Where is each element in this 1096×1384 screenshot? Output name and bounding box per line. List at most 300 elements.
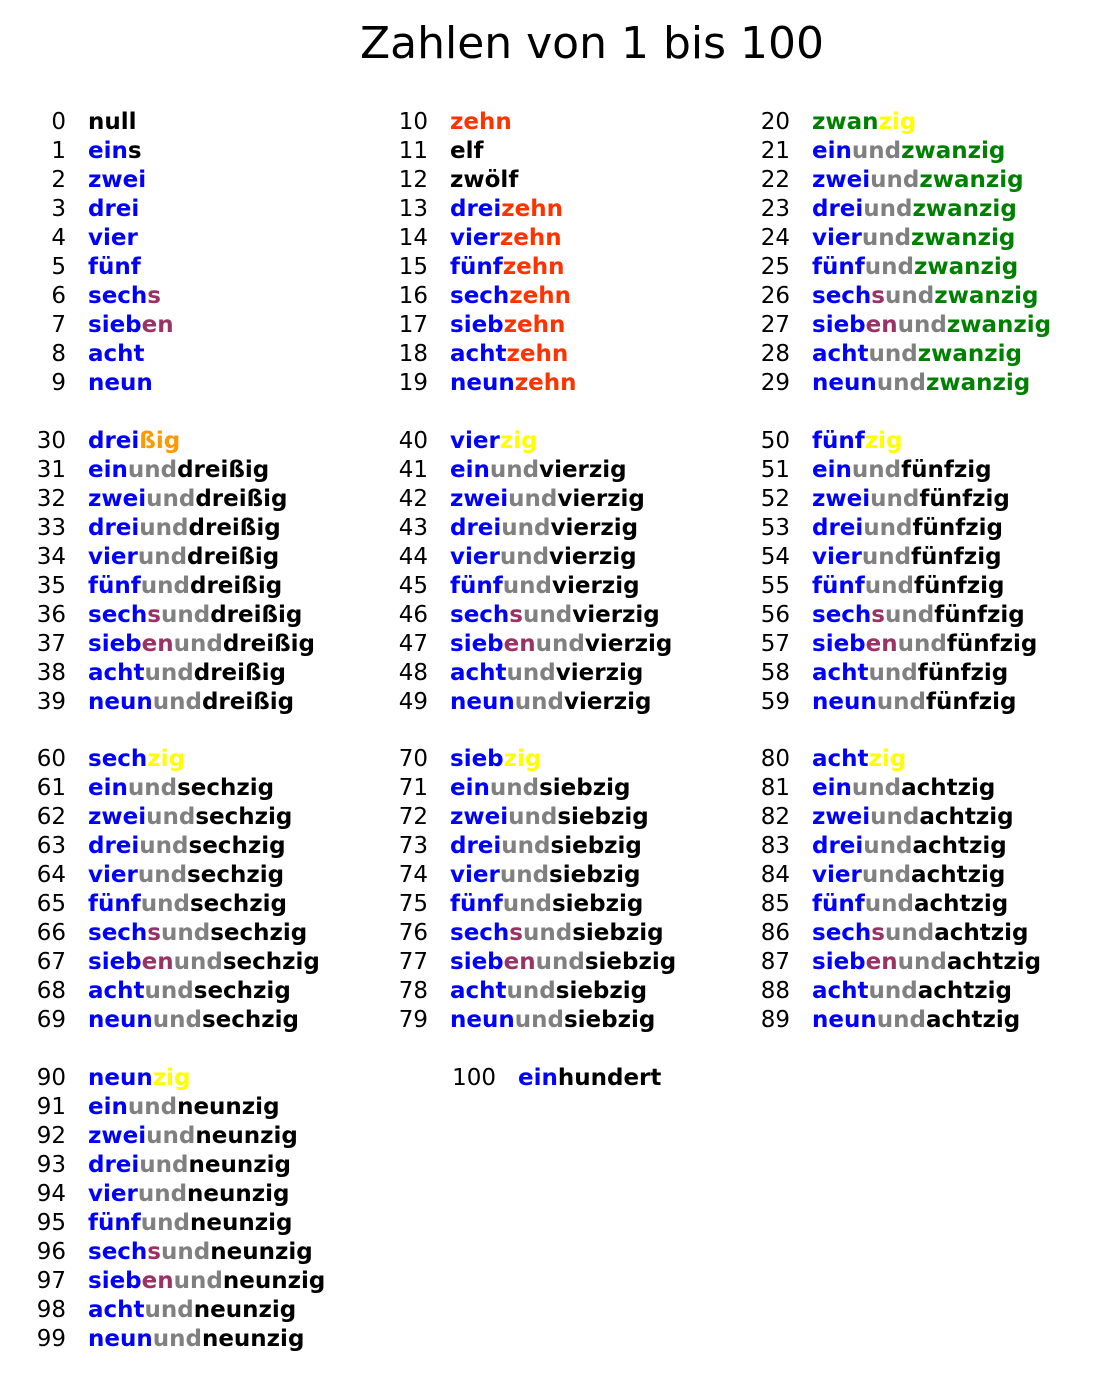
number-digit: 99 [36, 1326, 66, 1352]
word-part: dreißig [177, 457, 270, 483]
word-part: vierzig [557, 486, 645, 512]
number-word [88, 369, 153, 398]
number-digit: 88 [760, 978, 790, 1004]
number-digit: 69 [36, 1007, 66, 1033]
word-part: s [147, 283, 161, 309]
word-part: neun [812, 1007, 877, 1033]
word-part: und [152, 1007, 202, 1033]
word-part: dreißig [188, 515, 281, 541]
number-word [88, 601, 302, 630]
word-part: und [876, 689, 926, 715]
number-digit: 97 [36, 1268, 66, 1294]
word-part: ein [450, 775, 490, 801]
word-part: neunzig [177, 1094, 280, 1120]
word-part: vierzig [549, 544, 637, 570]
word-part: siebzig [557, 804, 649, 830]
word-part: neun [88, 1065, 153, 1091]
number-word [812, 108, 916, 137]
number-digit: 4 [51, 225, 66, 251]
word-part: en [141, 631, 174, 657]
word-part: dreißig [195, 486, 288, 512]
word-part: und [144, 978, 194, 1004]
word-part: achtzig [901, 775, 996, 801]
number-digit: 44 [398, 544, 428, 570]
number-word [88, 1064, 190, 1093]
number-word [812, 919, 1028, 948]
word-part: neunzig [195, 1123, 298, 1149]
number-word [88, 137, 142, 166]
word-part: und [508, 486, 558, 512]
number-digit: 11 [398, 138, 428, 164]
word-part: ein [518, 1065, 558, 1091]
word-part: sieb [88, 312, 142, 338]
number-digit: 7 [51, 312, 66, 338]
number-digit: 86 [760, 920, 790, 946]
word-part: und [489, 457, 540, 483]
number-word [812, 282, 1038, 311]
word-part: vier [88, 544, 138, 570]
word-part: acht [812, 978, 869, 1004]
word-part: neunzig [189, 1210, 293, 1236]
word-part: und [523, 920, 573, 946]
number-digit: 50 [760, 428, 790, 454]
number-word [450, 977, 647, 1006]
word-part: dreißig [222, 631, 316, 657]
number-digit: 25 [760, 254, 790, 280]
number-digit: 30 [36, 428, 66, 454]
number-word [450, 659, 643, 688]
word-part: sieb [88, 1268, 142, 1294]
word-part: dreißig [187, 544, 280, 570]
number-word [450, 890, 643, 919]
number-word [450, 601, 660, 630]
number-word [812, 311, 1051, 340]
number-digit: 63 [36, 833, 66, 859]
word-part: und [863, 515, 913, 541]
number-word [88, 919, 307, 948]
word-part: und [885, 283, 935, 309]
word-part: dreißig [189, 573, 283, 599]
number-word [518, 1064, 661, 1093]
word-part: zig [878, 109, 917, 135]
word-part: und [876, 370, 926, 396]
number-word [812, 688, 1016, 717]
number-word [450, 485, 645, 514]
word-part: zwanzig [901, 138, 1006, 164]
word-part: sieb [88, 949, 142, 975]
number-word [812, 514, 1003, 543]
number-word [450, 311, 565, 340]
number-word [88, 572, 282, 601]
number-digit: 10 [398, 109, 428, 135]
word-part: zig [152, 1065, 191, 1091]
number-digit: 15 [398, 254, 428, 280]
word-part: zehn [502, 254, 565, 280]
number-digit: 77 [398, 949, 428, 975]
word-part: vier [450, 544, 500, 570]
word-part: neun [450, 1007, 515, 1033]
word-part: und [885, 602, 935, 628]
number-word [812, 861, 1005, 890]
word-part: zehn [503, 312, 566, 338]
word-part: zig [503, 746, 542, 772]
word-part: zehn [509, 283, 572, 309]
word-part: en [865, 312, 898, 338]
number-digit: 31 [36, 457, 66, 483]
word-part: und [868, 341, 918, 367]
number-digit: 43 [398, 515, 428, 541]
word-part: neunzig [188, 1152, 291, 1178]
word-part: und [161, 602, 211, 628]
word-part: neun [812, 689, 877, 715]
word-part: fünf [88, 891, 141, 917]
word-part: vierzig [539, 457, 627, 483]
word-part: und [144, 660, 194, 686]
word-part: vier [450, 225, 500, 251]
word-part: zwanzig [925, 370, 1031, 396]
number-word [88, 166, 146, 195]
word-part: vier [88, 862, 138, 888]
word-part: und [146, 804, 196, 830]
number-word [88, 1093, 280, 1122]
word-part: und [864, 573, 914, 599]
word-part: und [508, 804, 558, 830]
word-part: sieb [450, 631, 504, 657]
word-part: fünf [812, 428, 865, 454]
word-part: s [871, 920, 885, 946]
word-part: zwanzig [911, 225, 1016, 251]
word-part: achtzig [911, 862, 1006, 888]
number-word [450, 456, 627, 485]
word-part: zwei [450, 486, 509, 512]
number-word [88, 1296, 296, 1325]
word-part: drei [450, 515, 502, 541]
word-part: ein [812, 775, 852, 801]
word-part: zwanzig [919, 167, 1024, 193]
word-part: fünf [450, 891, 503, 917]
word-part: drei [812, 833, 864, 859]
word-part: sechzig [222, 949, 320, 975]
word-part: ein [88, 457, 128, 483]
word-part: zehn [499, 225, 562, 251]
word-part: s [147, 602, 161, 628]
word-part: zig [147, 746, 186, 772]
word-part: sieb [88, 631, 142, 657]
number-digit: 85 [760, 891, 790, 917]
word-part: sechzig [193, 978, 291, 1004]
number-word [450, 137, 484, 166]
word-part: und [514, 1007, 564, 1033]
number-digit: 36 [36, 602, 66, 628]
number-word [88, 311, 174, 340]
number-digit: 64 [36, 862, 66, 888]
word-part: drei [450, 196, 502, 222]
number-word [450, 340, 568, 369]
number-word [88, 514, 281, 543]
word-part: zwei [88, 804, 147, 830]
number-word [450, 832, 642, 861]
number-digit: 2 [51, 167, 66, 193]
number-digit: 73 [398, 833, 428, 859]
number-word [88, 195, 139, 224]
word-part: s [871, 283, 885, 309]
number-digit: 96 [36, 1239, 66, 1265]
word-part: und [506, 660, 556, 686]
word-part: zehn [506, 341, 569, 367]
word-part: neun [812, 370, 877, 396]
word-part: siebzig [549, 862, 641, 888]
word-part: sieb [450, 746, 504, 772]
word-part: acht [88, 341, 145, 367]
number-digit: 9 [51, 370, 66, 396]
word-part: acht [812, 341, 869, 367]
number-word [450, 427, 538, 456]
word-part: drei [88, 515, 140, 541]
number-word [450, 572, 640, 601]
number-digit: 6 [51, 283, 66, 309]
word-part: und [861, 544, 912, 570]
word-part: vierzig [572, 602, 660, 628]
word-part: und [876, 1007, 926, 1033]
word-part: und [144, 1297, 194, 1323]
number-word [812, 485, 1010, 514]
number-word [812, 630, 1037, 659]
word-part: und [139, 515, 189, 541]
word-part: zehn [450, 109, 512, 135]
word-part: siebzig [551, 891, 644, 917]
number-word [450, 948, 676, 977]
word-part: vierzig [550, 515, 639, 541]
word-part: s [509, 602, 523, 628]
number-digit: 71 [398, 775, 428, 801]
number-digit: 16 [398, 283, 428, 309]
number-word [88, 427, 180, 456]
number-word [88, 861, 284, 890]
word-part: zwei [88, 486, 147, 512]
word-part: vier [450, 428, 500, 454]
number-word [88, 745, 185, 774]
word-part: sech [450, 920, 510, 946]
word-part: und [502, 891, 552, 917]
word-part: sech [88, 1239, 148, 1265]
number-digit: 40 [398, 428, 428, 454]
word-part: und [137, 544, 188, 570]
number-word [812, 774, 995, 803]
word-part: dreißig [210, 602, 303, 628]
number-digit: 65 [36, 891, 66, 917]
word-part: fünf [812, 891, 865, 917]
word-part: sech [88, 602, 148, 628]
word-part: en [865, 631, 898, 657]
word-part: acht [450, 660, 507, 686]
number-word [88, 890, 287, 919]
word-part: fünf [450, 573, 503, 599]
number-word [450, 369, 576, 398]
number-word [450, 919, 664, 948]
word-part: und [139, 833, 189, 859]
number-word [812, 456, 992, 485]
word-part: vierzig [563, 689, 652, 715]
number-word [450, 1006, 655, 1035]
word-part: zwanzig [946, 312, 1052, 338]
number-digit: 18 [398, 341, 428, 367]
word-part: acht [812, 746, 869, 772]
word-part: und [897, 312, 947, 338]
number-digit: 54 [760, 544, 790, 570]
number-word [812, 369, 1030, 398]
number-digit: 72 [398, 804, 428, 830]
number-digit: 20 [760, 109, 790, 135]
number-word [812, 572, 1004, 601]
number-word [88, 108, 137, 137]
word-part: fünfzig [911, 544, 1002, 570]
number-digit: 87 [760, 949, 790, 975]
word-part: sieb [812, 312, 866, 338]
number-word [88, 803, 292, 832]
page-title: Zahlen von 1 bis 100 [359, 18, 825, 69]
word-part: zwanzig [917, 341, 1023, 367]
number-word [88, 1151, 291, 1180]
number-digit: 23 [760, 196, 790, 222]
word-part: und [870, 804, 920, 830]
number-digit: 22 [760, 167, 790, 193]
number-digit: 12 [398, 167, 428, 193]
word-part: und [140, 573, 190, 599]
word-part: und [870, 167, 920, 193]
word-part: sechzig [177, 775, 275, 801]
number-word [88, 1238, 313, 1267]
number-word [88, 774, 274, 803]
number-digit: 27 [760, 312, 790, 338]
word-part: vier [812, 544, 862, 570]
word-part: und [137, 1181, 188, 1207]
word-part: und [140, 891, 190, 917]
word-part: sech [812, 602, 872, 628]
number-digit: 60 [36, 746, 66, 772]
number-word [88, 543, 279, 572]
number-digit: 80 [760, 746, 790, 772]
number-digit: 34 [36, 544, 66, 570]
word-part: zig [864, 428, 903, 454]
word-part: fünf [88, 573, 141, 599]
word-part: vier [812, 862, 862, 888]
number-digit: 21 [760, 138, 790, 164]
number-digit: 35 [36, 573, 66, 599]
word-part: zwei [88, 1123, 147, 1149]
number-digit: 42 [398, 486, 428, 512]
word-part: und [535, 631, 585, 657]
word-part: und [489, 775, 540, 801]
word-part: fünfzig [934, 602, 1025, 628]
word-part: siebzig [584, 949, 677, 975]
number-digit: 3 [51, 196, 66, 222]
word-part: und [127, 1094, 178, 1120]
word-part: zwanzig [913, 254, 1019, 280]
word-part: neunzig [193, 1297, 297, 1323]
word-part: neun [88, 370, 153, 396]
word-part: s [509, 920, 523, 946]
word-part: drei [88, 428, 140, 454]
word-part: und [173, 631, 223, 657]
word-part: zehn [501, 196, 564, 222]
number-word [88, 1209, 292, 1238]
word-part: neunzig [187, 1181, 290, 1207]
number-word [88, 253, 141, 282]
word-part: und [140, 1210, 190, 1236]
word-part: ßig [139, 428, 181, 454]
number-digit: 45 [398, 573, 428, 599]
word-part: und [139, 1152, 189, 1178]
word-part: sieb [450, 949, 504, 975]
number-word [812, 745, 906, 774]
number-digit: 52 [760, 486, 790, 512]
word-part: sechzig [189, 891, 288, 917]
number-word [450, 166, 518, 195]
number-word [450, 861, 640, 890]
word-part: fünfzig [946, 631, 1038, 657]
number-digit: 56 [760, 602, 790, 628]
number-word [88, 485, 288, 514]
word-part: fünfzig [919, 486, 1010, 512]
number-word [812, 253, 1018, 282]
number-word [88, 1267, 325, 1296]
number-digit: 98 [36, 1297, 66, 1323]
number-word [450, 543, 637, 572]
word-part: vier [450, 862, 500, 888]
word-part: zehn [514, 370, 577, 396]
number-word [812, 832, 1007, 861]
word-part: sech [88, 283, 148, 309]
word-part: und [127, 457, 178, 483]
number-digit: 83 [760, 833, 790, 859]
number-word [812, 427, 903, 456]
word-part: und [863, 833, 913, 859]
number-digit: 92 [36, 1123, 66, 1149]
word-part: neun [88, 1326, 153, 1352]
number-word [812, 166, 1024, 195]
number-digit: 61 [36, 775, 66, 801]
word-part: zwei [88, 167, 147, 193]
number-word [88, 659, 286, 688]
word-part: sechzig [188, 833, 286, 859]
word-part: sieb [450, 312, 504, 338]
word-part: drei [88, 196, 140, 222]
word-part: und [146, 1123, 196, 1149]
number-word [88, 1006, 299, 1035]
number-word [450, 224, 562, 253]
number-word [88, 340, 145, 369]
word-part: und [152, 689, 202, 715]
word-part: achtzig [946, 949, 1042, 975]
number-word [450, 774, 630, 803]
number-word [88, 1325, 304, 1354]
number-digit: 51 [760, 457, 790, 483]
number-word [88, 630, 315, 659]
number-digit: 59 [760, 689, 790, 715]
number-digit: 24 [760, 225, 790, 251]
word-part: und [137, 862, 188, 888]
number-word [812, 803, 1014, 832]
word-part: vierzig [584, 631, 673, 657]
word-part: hundert [557, 1065, 662, 1091]
number-word [450, 745, 541, 774]
number-digit: 0 [51, 109, 66, 135]
word-part: sech [88, 920, 148, 946]
word-part: acht [812, 660, 869, 686]
number-word [88, 832, 286, 861]
word-part: acht [450, 978, 507, 1004]
word-part: sech [450, 602, 510, 628]
